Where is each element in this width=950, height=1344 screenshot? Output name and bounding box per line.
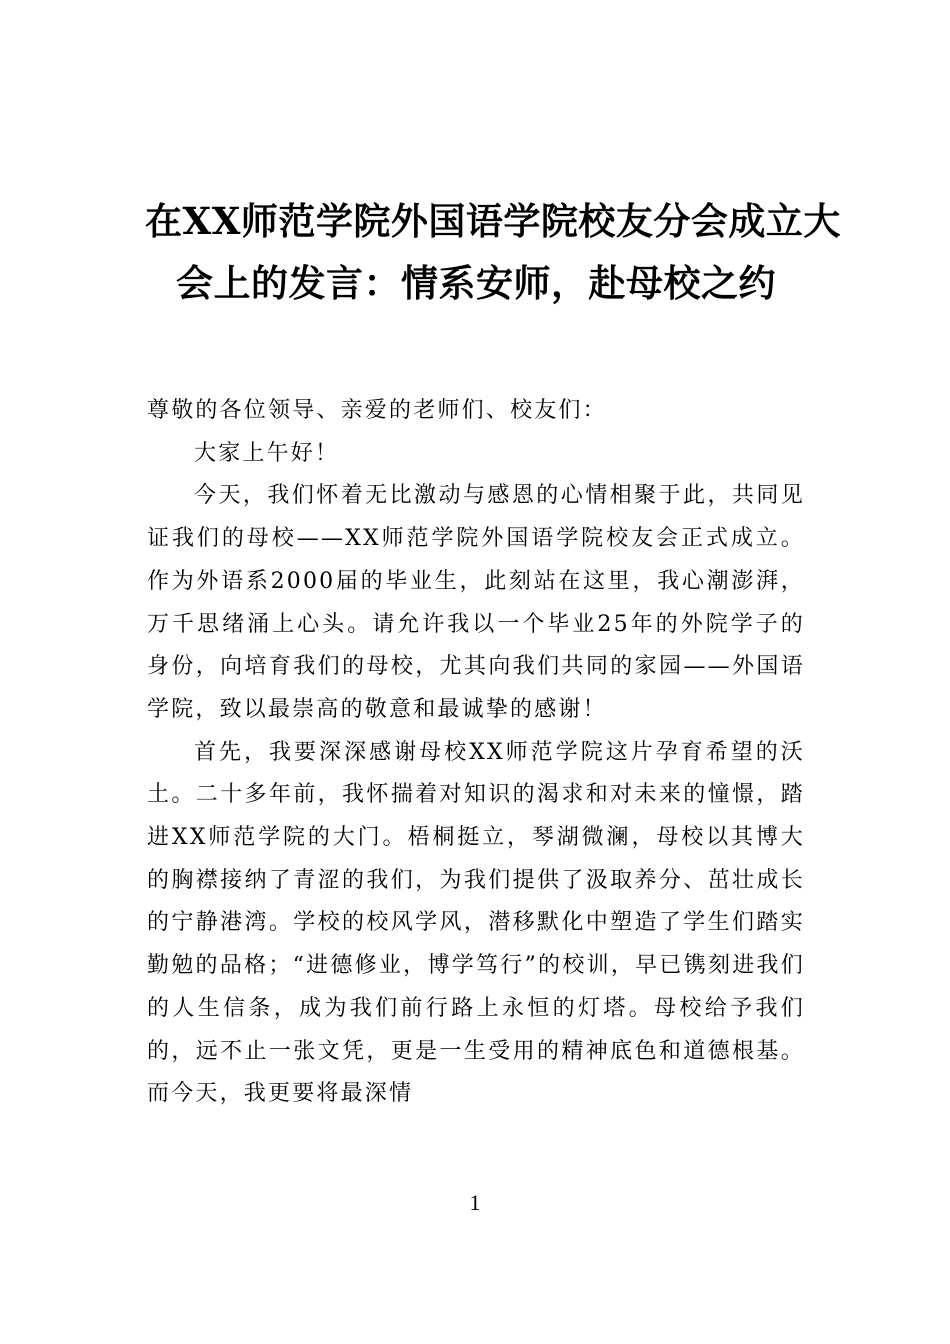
- page-number: 1: [469, 1190, 481, 1215]
- title-line-2: 会上的发言：情系安师，赴母校之约: [176, 261, 776, 305]
- paragraph: 今天，我们怀着无比激动与感恩的心情相聚于此，共同见证我们的母校——XX师范学院外国语学院校友会正式成立。作为外语系2000届的毕业生，此刻站在这里，我心潮澎湃，万千思绪涌上心头。请允许我以一个毕业25年的外院学子的身份，向培育我们的母校，尤其向我们共同的家园——外国语学院，致以最崇高的敬意和最诚挚的感谢！: [147, 483, 805, 722]
- salutation: 尊敬的各位领导、亲爱的老师们、校友们：: [147, 398, 607, 423]
- greeting: 大家上午好！: [194, 440, 340, 466]
- paragraph: 首先，我要深深感谢母校XX师范学院这片孕育希望的沃土。二十多年前，我怀揣着对知识的渴求和对未来的憧憬，踏进XX师范学院的大门。梧桐挺立，琴湖微澜，母校以其博大的胸襟接纳了青涩的我们，为我们提供了汲取养分、茁壮成长的宁静港湾。学校的校风学风，潜移默化中塑造了学生们踏实勤勉的品格；“进德修业，博学笃行”的校训，早已镌刻进我们的人生信条，成为我们前行路上永恒的灯塔。母校给予我们的，远不止一张文凭，更是一生受用的精神底色和道德根基。而今天，我更要将最深情: [147, 739, 805, 1107]
- page-title: [145, 190, 841, 314]
- speech-body: [147, 390, 805, 1116]
- title-line-1: 在XX师范学院外国语学院校友分会成立大: [145, 199, 841, 243]
